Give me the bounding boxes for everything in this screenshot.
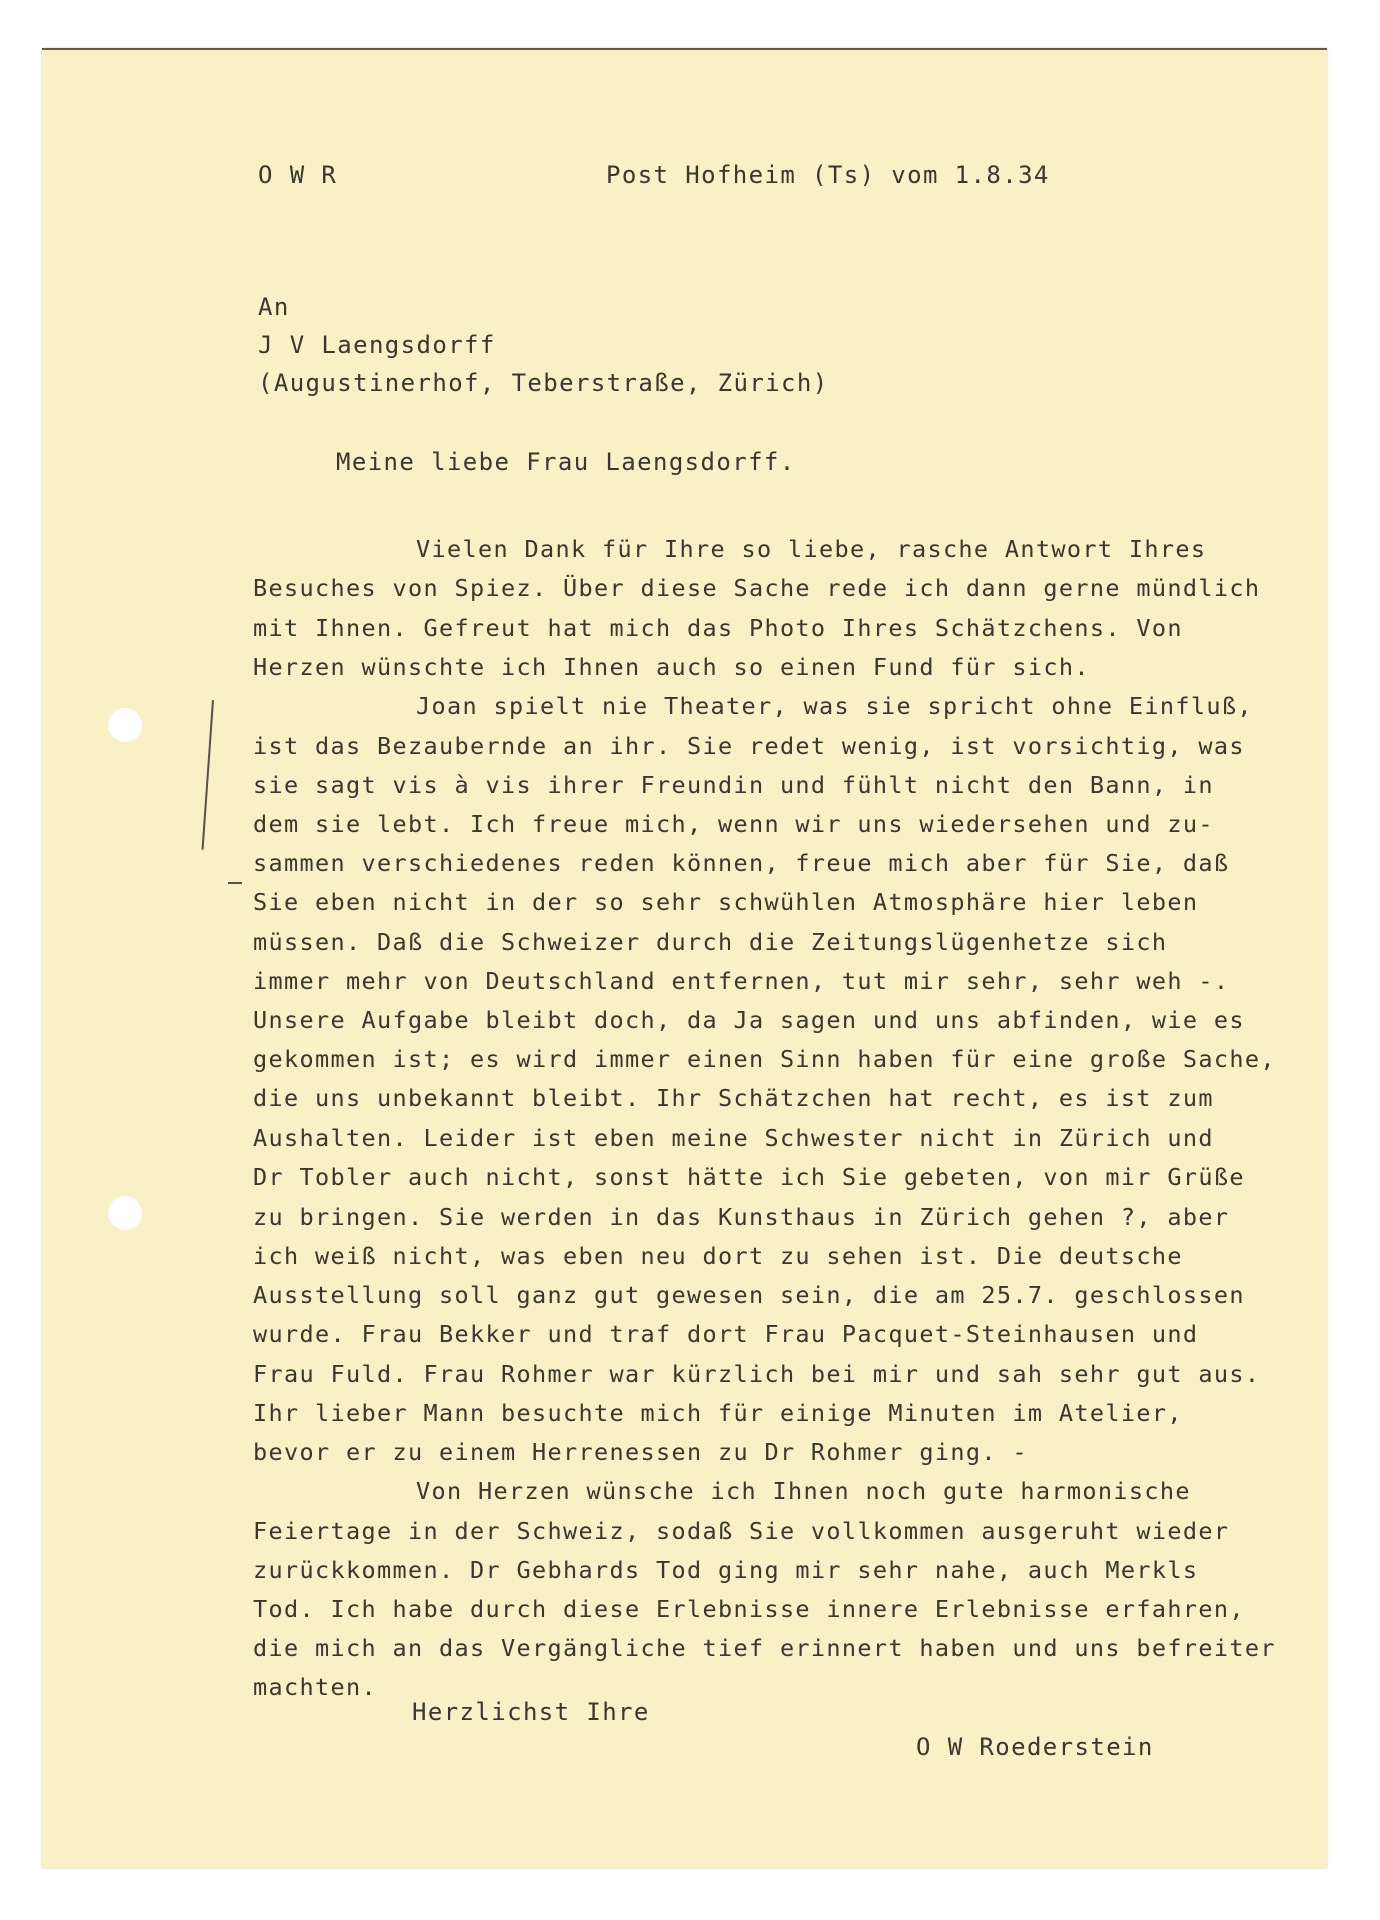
body-line: sie sagt vis à vis ihrer Freundin und fühlt nicht den Bann, in: [253, 771, 1214, 799]
body-line: gekommen ist; es wird immer einen Sinn haben für eine große Sache,: [253, 1045, 1276, 1073]
punch-hole-bottom: [108, 1196, 142, 1230]
address-location: (Augustinerhof, Teberstraße, Zürich): [258, 369, 829, 397]
sheet-top-edge: [42, 48, 1327, 50]
body-line: ich weiß nicht, was eben neu dort zu sehen ist. Die deutsche: [253, 1242, 1183, 1270]
body-line: Von Herzen wünsche ich Ihnen noch gute harmonische: [416, 1477, 1191, 1505]
body-line: zu bringen. Sie werden in das Kunsthaus in Zürich gehen ?, aber: [253, 1203, 1230, 1231]
body-line: Besuches von Spiez. Über diese Sache rede ich dann gerne mündlich: [253, 574, 1261, 602]
sender-initials: O W R: [258, 161, 338, 189]
body-line: Dr Tobler auch nicht, sonst hätte ich Sie gebeten, von mir Grüße: [253, 1163, 1245, 1191]
body-line: Aushalten. Leider ist eben meine Schwester nicht in Zürich und: [253, 1124, 1214, 1152]
body-line: Frau Fuld. Frau Rohmer war kürzlich bei mir und sah sehr gut aus.: [253, 1360, 1261, 1388]
body-line: dem sie lebt. Ich freue mich, wenn wir uns wiedersehen und zu-: [253, 810, 1214, 838]
body-line: machten.: [253, 1673, 377, 1701]
closing: Herzlichst Ihre: [412, 1698, 650, 1726]
body-line: Ausstellung soll ganz gut gewesen sein, die am 25.7. geschlossen: [253, 1281, 1245, 1309]
body-line: die uns unbekannt bleibt. Ihr Schätzchen hat recht, es ist zum: [253, 1084, 1214, 1112]
body-line: Ihr lieber Mann besuchte mich für einige Minuten im Atelier,: [253, 1399, 1183, 1427]
body-line: Feiertage in der Schweiz, sodaß Sie vollkommen ausgeruht wieder: [253, 1517, 1230, 1545]
address-to: An: [258, 293, 290, 321]
body-line: die mich an das Vergängliche tief erinnert haben und uns befreiter: [253, 1634, 1276, 1662]
body-line: Vielen Dank für Ihre so liebe, rasche Antwort Ihres: [416, 535, 1207, 563]
signature: O W Roederstein: [916, 1733, 1154, 1761]
salutation: Meine liebe Frau Laengsdorff.: [336, 448, 796, 476]
punch-hole-top: [108, 708, 142, 742]
body-line: Tod. Ich habe durch diese Erlebnisse innere Erlebnisse erfahren,: [253, 1595, 1245, 1623]
body-line: bevor er zu einem Herrenessen zu Dr Rohmer ging. -: [253, 1438, 1028, 1466]
body-line: sammen verschiedenes reden können, freue mich aber für Sie, daß: [253, 849, 1230, 877]
body-line: Joan spielt nie Theater, was sie spricht ohne Einfluß,: [416, 692, 1253, 720]
body-line: immer mehr von Deutschland entfernen, tut mir sehr, sehr weh -.: [253, 967, 1230, 995]
place-date: Post Hofheim (Ts) vom 1.8.34: [606, 161, 1050, 189]
body-line: wurde. Frau Bekker und traf dort Frau Pacquet-Steinhausen und: [253, 1320, 1199, 1348]
body-line: Unsere Aufgabe bleibt doch, da Ja sagen und uns abfinden, wie es: [253, 1006, 1245, 1034]
address-name: J V Laengsdorff: [258, 331, 496, 359]
body-line: Herzen wünschte ich Ihnen auch so einen Fund für sich.: [253, 653, 1090, 681]
body-line: ist das Bezaubernde an ihr. Sie redet wenig, ist vorsichtig, was: [253, 732, 1245, 760]
body-line: mit Ihnen. Gefreut hat mich das Photo Ihres Schätzchens. Von: [253, 614, 1183, 642]
body-line: müssen. Daß die Schweizer durch die Zeitungslügenhetze sich: [253, 928, 1168, 956]
body-line: zurückkommen. Dr Gebhards Tod ging mir sehr nahe, auch Merkls: [253, 1556, 1199, 1584]
margin-dash-mark: [228, 882, 242, 884]
body-line: Sie eben nicht in der so sehr schwühlen Atmosphäre hier leben: [253, 888, 1199, 916]
